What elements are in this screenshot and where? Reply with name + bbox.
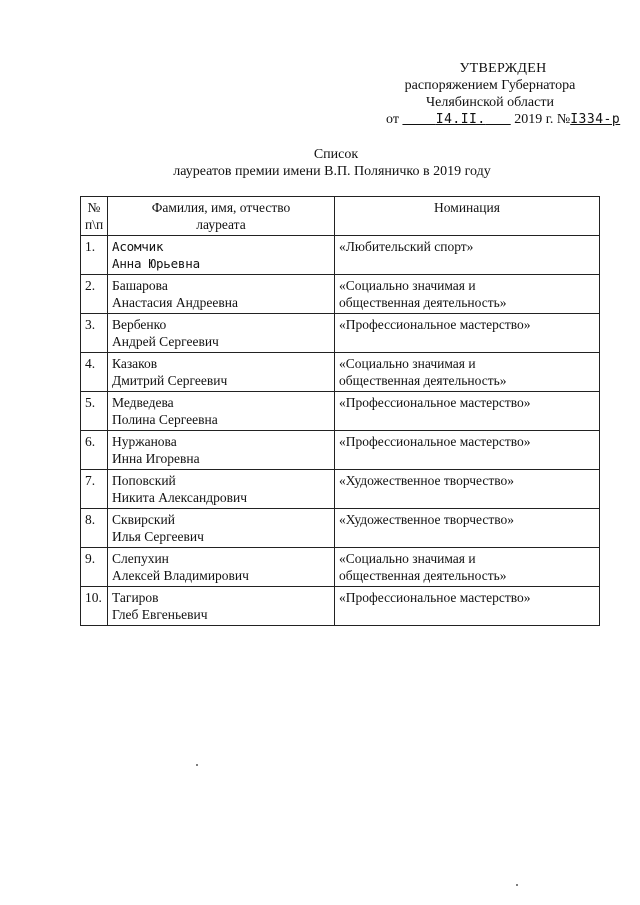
table-row [81, 236, 600, 275]
row-nomination: «Художественное творчество» [335, 509, 600, 548]
approval-title: УТВЕРЖДЕН [459, 61, 547, 76]
row-full-name [108, 509, 335, 548]
approval-number-value: I334-р [570, 112, 621, 127]
row-surname: Медведева [112, 395, 174, 410]
row-nomination: «Профессиональное мастерство» [335, 587, 600, 626]
row-number: 1. [81, 236, 108, 275]
row-number: 9. [81, 548, 108, 587]
header-number: № п\п [81, 197, 108, 236]
row-nomination: «Художественное творчество» [335, 470, 600, 509]
row-number: 8. [81, 509, 108, 548]
table-row [81, 392, 600, 431]
approval-region: Челябинской области [426, 95, 554, 110]
approval-date-value: I4.II. [435, 112, 486, 127]
row-full-name [108, 275, 335, 314]
row-nomination: «Профессиональное мастерство» [335, 392, 600, 431]
row-full-name [108, 392, 335, 431]
row-number: 10. [81, 587, 108, 626]
row-surname: Нуржанова [112, 434, 177, 449]
row-given-names: Андрей Сергеевич [112, 334, 219, 349]
row-number: 2. [81, 275, 108, 314]
row-full-name [108, 353, 335, 392]
row-surname: Сквирский [112, 512, 175, 527]
table-row [81, 353, 600, 392]
row-full-name [108, 431, 335, 470]
row-nomination: «Профессиональное мастерство» [335, 431, 600, 470]
row-full-name [108, 236, 335, 275]
row-nomination: «Социально значимая и общественная деятельность» [335, 548, 600, 587]
laureates-table [80, 196, 600, 626]
approval-date-prefix: от [386, 112, 399, 127]
row-number: 5. [81, 392, 108, 431]
row-surname: Вербенко [112, 317, 167, 332]
table-row [81, 509, 600, 548]
header-full-name: Фамилия, имя, отчество лауреата [108, 197, 335, 236]
row-given-names: Анастасия Андреевна [112, 295, 238, 310]
row-given-names: Полина Сергеевна [112, 412, 218, 427]
row-full-name [108, 548, 335, 587]
document-heading [0, 146, 640, 180]
row-given-names: Глеб Евгеньевич [112, 607, 208, 622]
row-surname: Асомчик [112, 239, 164, 254]
document-subtitle: лауреатов премии имени В.П. Поляничко в 2019 году [173, 164, 491, 179]
header-nomination: Номинация [335, 197, 600, 236]
table-row [81, 587, 600, 626]
table-row [81, 470, 600, 509]
row-nomination: «Профессиональное мастерство» [335, 314, 600, 353]
row-given-names: Дмитрий Сергеевич [112, 373, 228, 388]
approval-block [380, 60, 621, 128]
table-row [81, 431, 600, 470]
approval-issuer: распоряжением Губернатора [404, 78, 576, 93]
row-surname: Башарова [112, 278, 168, 293]
row-nomination: «Социально значимая и общественная деятельность» [335, 353, 600, 392]
row-given-names: Инна Игоревна [112, 451, 200, 466]
row-given-names: Алексей Владимирович [112, 568, 249, 583]
row-number: 3. [81, 314, 108, 353]
row-full-name [108, 470, 335, 509]
row-number: 7. [81, 470, 108, 509]
row-full-name [108, 314, 335, 353]
row-full-name [108, 587, 335, 626]
approval-date-line [380, 111, 621, 128]
row-given-names: Илья Сергеевич [112, 529, 204, 544]
table-row [81, 275, 600, 314]
row-nomination: «Любительский спорт» [335, 236, 600, 275]
row-nomination: «Социально значимая и общественная деятельность» [335, 275, 600, 314]
row-number: 4. [81, 353, 108, 392]
table-row [81, 314, 600, 353]
row-surname: Поповский [112, 473, 176, 488]
document-title: Список [313, 147, 359, 162]
row-surname: Казаков [112, 356, 158, 371]
table-row [81, 548, 600, 587]
row-surname: Слепухин [112, 551, 169, 566]
scan-speck [196, 764, 198, 766]
table-header-row [81, 197, 600, 236]
row-number: 6. [81, 431, 108, 470]
scan-speck [516, 884, 518, 886]
approval-date-year: 2019 г. № [514, 112, 571, 127]
row-given-names: Никита Александрович [112, 490, 248, 505]
row-surname: Тагиров [112, 590, 159, 605]
row-given-names: Анна Юрьевна [112, 256, 200, 271]
